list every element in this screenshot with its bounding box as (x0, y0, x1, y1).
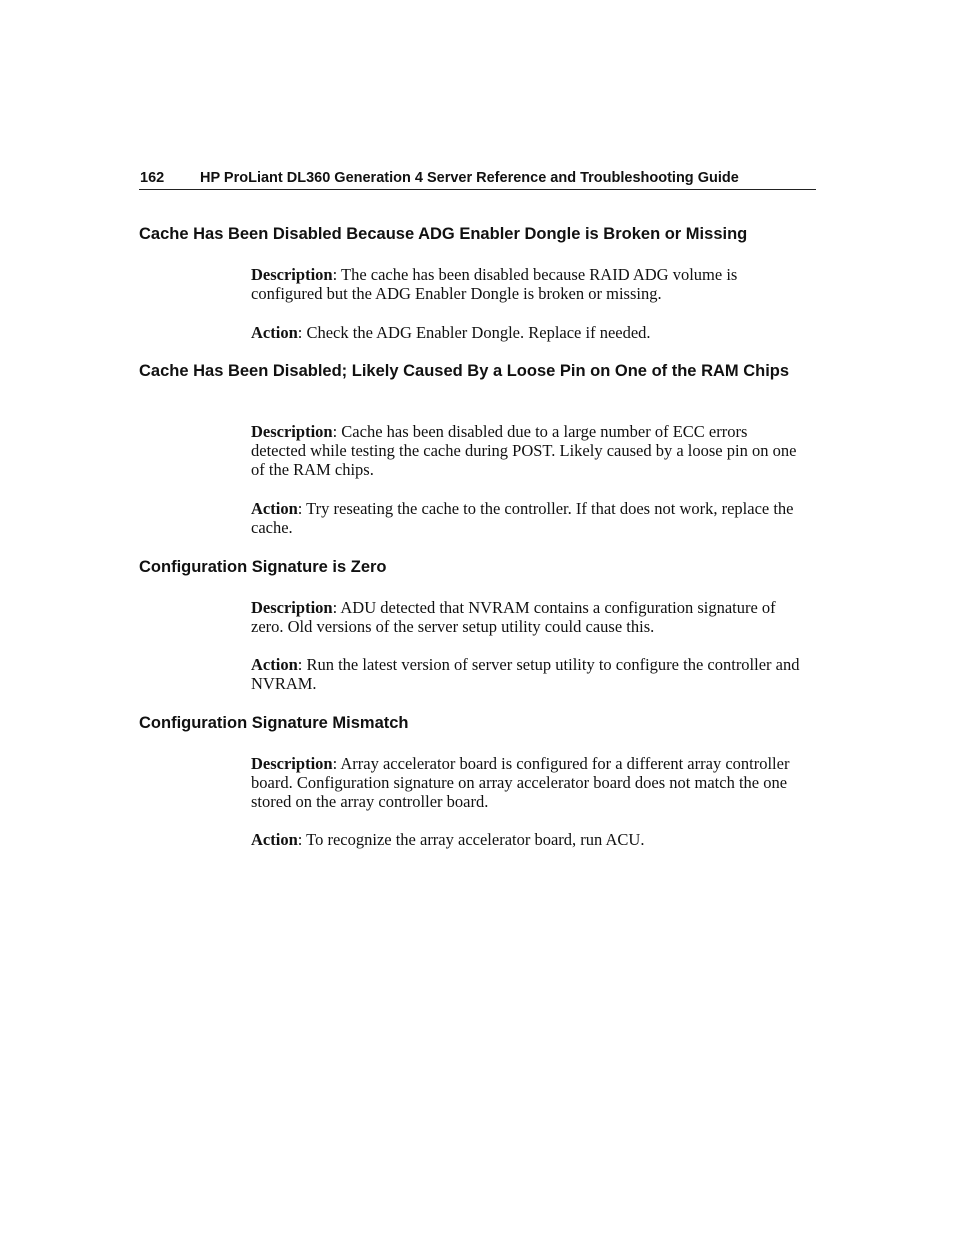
description-label: Description (251, 598, 333, 617)
section-heading-adg-dongle: Cache Has Been Disabled Because ADG Enabler Dongle is Broken or Missing (139, 225, 748, 243)
action-paragraph (251, 323, 803, 342)
action-label: Action (251, 499, 298, 518)
action-text: : Check the ADG Enabler Dongle. Replace if needed. (297, 323, 651, 342)
description-paragraph (251, 598, 803, 636)
description-label: Description (251, 754, 333, 773)
action-paragraph (251, 499, 803, 537)
description-paragraph (251, 754, 803, 811)
description-text: : The cache has been disabled because RAID ADG volume is configured but the ADG Enabler Dongle is broken or missing. (251, 265, 738, 303)
action-text: : Try reseating the cache to the controller. If that does not work, replace the cache. (251, 499, 794, 537)
section-heading-signature-mismatch: Configuration Signature Mismatch (139, 714, 409, 732)
section-heading-loose-pin: Cache Has Been Disabled; Likely Caused By a Loose Pin on One of the RAM Chips (139, 362, 790, 380)
document-title: HP ProLiant DL360 Generation 4 Server Reference and Troubleshooting Guide (200, 170, 739, 186)
section-heading-signature-zero: Configuration Signature is Zero (139, 558, 387, 576)
description-label: Description (251, 265, 333, 284)
action-paragraph (251, 655, 803, 693)
action-label: Action (251, 655, 298, 674)
description-text: : Array accelerator board is configured for a different array controller board. Configuration signature on array accelerator board does not match the one stored on the array controller board. (251, 754, 790, 811)
description-label: Description (251, 422, 333, 441)
action-paragraph (251, 830, 803, 849)
page-number: 162 (140, 170, 165, 186)
description-text: : ADU detected that NVRAM contains a configuration signature of zero. Old versions of the server setup utility could cause this. (251, 598, 776, 636)
action-text: : To recognize the array accelerator board, run ACU. (297, 830, 645, 849)
action-text: : Run the latest version of server setup utility to configure the controller and NVRAM. (251, 655, 800, 693)
description-paragraph (251, 422, 803, 479)
action-label: Action (251, 323, 298, 342)
description-text: : Cache has been disabled due to a large number of ECC errors detected while testing the cache during POST. Likely caused by a loose pin on one of the RAM chips. (251, 422, 797, 479)
page-header (139, 168, 816, 190)
description-paragraph (251, 265, 803, 303)
action-label: Action (251, 830, 298, 849)
